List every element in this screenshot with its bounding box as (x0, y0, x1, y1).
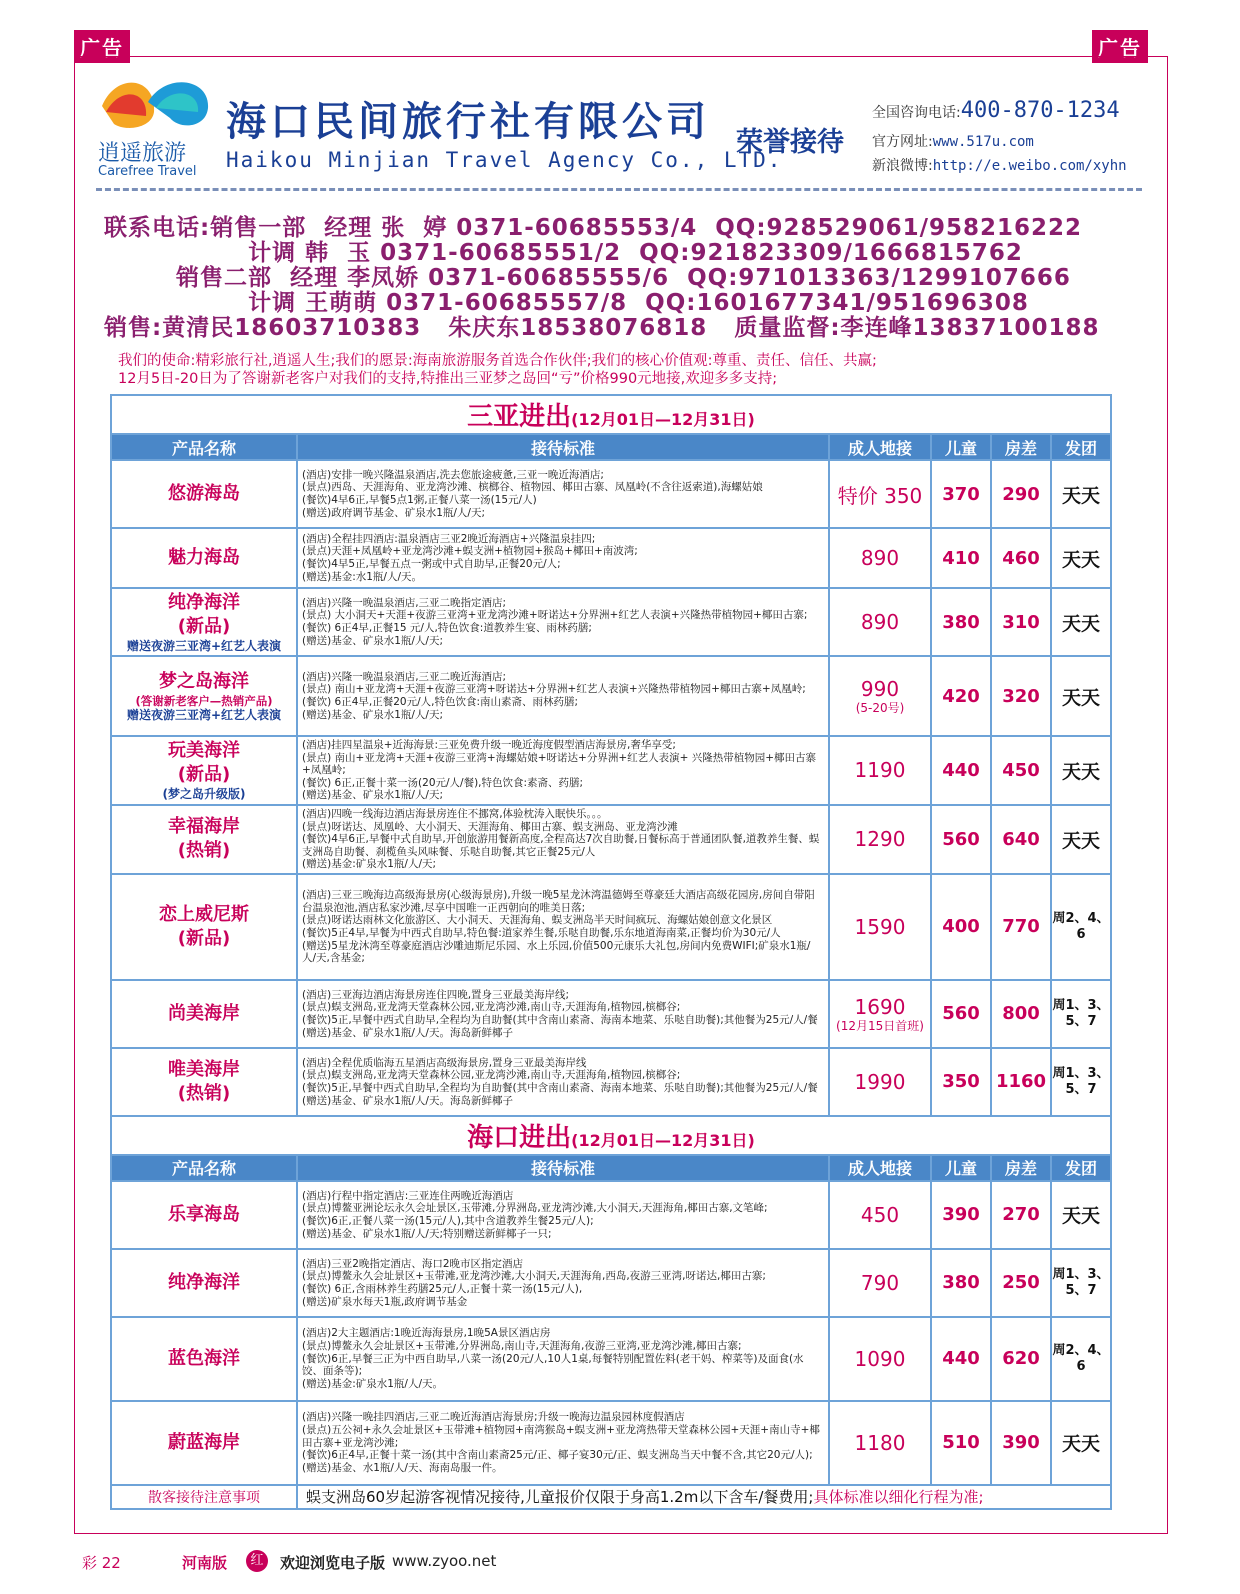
departure-days: 周1、3、5、7 (1051, 980, 1111, 1048)
standard-line: (酒店)安排一晚兴隆温泉酒店,洗去您旅途疲惫,三亚一晚近海酒店; (302, 468, 604, 481)
standard-line: (赠送)5星龙沐湾至尊豪庭酒店沙雕迪斯尼乐园、水上乐园,价值500元康乐大礼包,房间内免费WIFI;矿泉水1瓶/人/天,含基金; (302, 939, 811, 965)
child-price: 380 (931, 1249, 991, 1317)
contact-line: 联系电话:销售一部 经理 张 婷 0371-60685553/4 QQ:928529061/958216222 (104, 215, 1083, 241)
ad-label-left: 广告 (74, 30, 130, 63)
standard-line: (酒店)全程优质临海五星酒店高级海景房,置身三亚最美海岸线 (302, 1056, 587, 1069)
product-name-cell (111, 874, 297, 980)
notice-highlight: 具体标准以细化行程为准; (813, 1488, 984, 1507)
browse-label: 欢迎浏览电子版 (280, 1554, 386, 1572)
contact-line: 计调 王萌萌 0371-60685557/8 QQ:1601677341/951696308 (104, 290, 1029, 316)
standard-line: (赠送)政府调节基金、矿泉水1瓶/人/天; (302, 506, 485, 519)
standard-line: (酒店)2大主题酒店:1晚近海海景房,1晚5A景区酒店房 (302, 1327, 551, 1340)
contact-line: 计调 韩 玉 0371-60685551/2 QQ:921823309/1666815762 (104, 240, 1023, 266)
price-note: (12月15日首班) (836, 1018, 924, 1033)
child-price: 410 (931, 528, 991, 588)
notice-label: 散客接待注意事项 (111, 1485, 297, 1509)
product-tag: (热销) (177, 840, 231, 862)
standard-line: (酒店)三亚海边酒店海景房连住四晚,置身三亚最美海岸线; (302, 988, 570, 1001)
child-price: 380 (931, 588, 991, 656)
product-name-cell (111, 1048, 297, 1116)
child-price: 440 (931, 736, 991, 805)
product-name-cell (111, 980, 297, 1048)
standard-line: (赠送)基金:水1瓶/人/天。 (302, 570, 422, 583)
hotline-number: 400-870-1234 (960, 98, 1120, 123)
standard-line: (赠送)基金、矿泉水1瓶/人/天; (302, 789, 443, 802)
child-price: 420 (931, 656, 991, 736)
page-number: 彩 22 (82, 1554, 121, 1572)
table-row (111, 588, 1111, 656)
route-table (110, 394, 1112, 1510)
standard-line: (酒店)兴隆一晚挂四酒店,三亚二晚近海酒店海景房;升级一晚海边温泉园林度假酒店 (302, 1411, 685, 1424)
standard-line: (赠送)基金、矿泉水1瓶/人/天;特别赠送新鲜椰子一只; (302, 1227, 552, 1240)
section-header (111, 395, 1111, 434)
notice-text-cell (297, 1485, 1111, 1509)
reception-standard-cell (297, 1401, 829, 1485)
standard-line: (景点)呀诺达雨林文化旅游区、大小洞天、天涯海角、蜈支洲岛半天时间疯玩、海螺姑娘创意文化景区 (302, 914, 773, 927)
product-name: 唯美海岸 (168, 1058, 240, 1080)
company-name-cn: 海口民间旅行社有限公司 (226, 99, 710, 145)
column-header-dep: 发团 (1051, 434, 1111, 460)
logo-text-cn: 逍遥旅游 (98, 141, 187, 166)
table-row (111, 1048, 1111, 1116)
reception-standard-cell (297, 656, 829, 736)
adult-price-cell (829, 1181, 931, 1249)
notice-text: 蜈支洲岛60岁起游客视情况接待,儿童报价仅限于身高1.2m以下含车/餐费用; (306, 1488, 814, 1507)
adult-price-cell (829, 980, 931, 1048)
company-name-en: Haikou Minjian Travel Agency Co., LTD. (226, 148, 783, 172)
column-header-adult: 成人地接 (829, 434, 931, 460)
product-tag: (新品) (177, 927, 231, 949)
standard-line: (餐饮)5正4早,早餐为中西式自助早,特色餐:道家养生餐,乐哒自助餐,乐东地道海南菜,正餐均价为30元/人 (302, 926, 781, 939)
child-price: 510 (931, 1401, 991, 1485)
product-name-cell (111, 1401, 297, 1485)
product-name-cell (111, 736, 297, 805)
standard-line: (赠送)基金:矿泉水1瓶/人/天; (302, 858, 437, 871)
reception-standard-cell (297, 874, 829, 980)
room-difference: 250 (991, 1249, 1051, 1317)
standard-line: (酒店)行程中指定酒店:三亚连住两晚近海酒店 (302, 1189, 514, 1202)
standard-line: (景点)五公祠+永久会址景区+玉带滩+植物园+南湾猴岛+蜈支洲+亚龙湾热带天堂森林公园+天涯+南山寺+椰田古寨+亚龙湾沙滩; (302, 1424, 820, 1449)
product-name-cell (111, 460, 297, 528)
child-price: 390 (931, 1181, 991, 1249)
column-header-name: 产品名称 (111, 1155, 297, 1181)
standard-line: (景点)呀诺达、凤凰岭、大小洞天、天涯海角、椰田古寨、蜈支洲岛、亚龙湾沙滩 (302, 820, 678, 833)
room-difference: 800 (991, 980, 1051, 1048)
departure-days: 周2、4、6 (1051, 874, 1111, 980)
child-price: 560 (931, 805, 991, 874)
ad-label-right: 广告 (1092, 30, 1148, 63)
standard-line: (餐饮) 6正,含雨林养生药膳25元/人,正餐十菜一汤(15元/人), (302, 1282, 583, 1295)
product-name: 幸福海岸 (168, 816, 240, 838)
child-price: 370 (931, 460, 991, 528)
adult-price: 1690 (854, 994, 906, 1019)
column-header-std: 接待标准 (297, 1155, 829, 1181)
adult-price-cell (829, 1249, 931, 1317)
room-difference: 450 (991, 736, 1051, 805)
standard-line: (景点) 南山+亚龙湾+天涯+夜游三亚湾+海螺姑娘+呀诺达+分界洲+红艺人表演+ 兴隆热带植物园+椰田古寨+凤凰岭; (302, 751, 817, 777)
product-name-cell (111, 588, 297, 656)
table-row (111, 874, 1111, 980)
reception-standard-cell (297, 1181, 829, 1249)
standard-line: (景点) 大小洞天+天涯+夜游三亚湾+亚龙湾沙滩+呀诺达+分界洲+红艺人表演+兴隆热带植物园+椰田古寨; (302, 609, 808, 622)
section-title: 三亚进出 (467, 402, 572, 432)
weibo: 新浪微博:http://e.weibo.com/xyhn (872, 158, 1127, 174)
product-name-cell (111, 1317, 297, 1401)
standard-line: (景点)天涯+凤凰岭+亚龙湾沙滩+蜈支洲+植物园+猴岛+椰田+南波湾; (302, 545, 638, 558)
header-divider (96, 188, 1142, 191)
reception-standard-cell (297, 460, 829, 528)
standard-line: (酒店)三亚三晚海边高级海景房(心级海景房),升级一晚5星龙沐湾温德姆至尊豪廷大酒店高级花园房,房间自带阳台温泉泡池,酒店私家沙滩,尽享中国唯一正西朝向的唯美日落; (302, 889, 815, 914)
standard-line: (景点)博鳌亚洲论坛永久会址景区,玉带滩,分界洲岛,亚龙湾沙滩,大小洞天,天涯海角,椰田古寨,文笔峰; (302, 1202, 768, 1215)
child-price: 350 (931, 1048, 991, 1116)
column-header-row (111, 434, 1111, 460)
standard-line: (餐饮)6正,早餐三正为中西自助早,八菜一汤(20元/人,10人1桌,每餐特别配置佐料(老干妈、榨菜等)及面食(水饺、面条等); (302, 1352, 804, 1378)
table-row (111, 805, 1111, 874)
column-header-room: 房差 (991, 434, 1051, 460)
adult-price-cell (829, 528, 931, 588)
product-name: 乐享海岛 (168, 1203, 240, 1225)
adult-price-cell (829, 1401, 931, 1485)
adult-price: 890 (860, 610, 900, 634)
table-row (111, 736, 1111, 805)
standard-line: (景点)蜈支洲岛,亚龙湾天堂森林公园,亚龙湾沙滩,南山寺,天涯海角,植物园,槟榔谷; (302, 1069, 681, 1082)
departure-days: 天天 (1051, 528, 1111, 588)
standard-line: (餐饮)4早6正,早餐中式自助早,开创旅游用餐新高度,全程高达7次自助餐,日餐标高于普通团队餐,道教养生餐、蜈支洲岛自助餐、刹榄鱼头风味餐、乐哒自助餐,其它正餐25元/人 (302, 833, 820, 858)
departure-days: 天天 (1051, 588, 1111, 656)
reception-standard-cell (297, 805, 829, 874)
website: 官方网址:www.517u.com (872, 134, 1034, 150)
room-difference: 1160 (991, 1048, 1051, 1116)
product-name-cell (111, 805, 297, 874)
product-name: 蔚蓝海岸 (168, 1431, 240, 1453)
standard-line: (酒店)四晚一线海边酒店海景房连住不挪窝,体验枕涛入眠快乐。。。 (302, 807, 608, 820)
standard-line: (酒店)挂四星温泉+近海海景:三亚免费升级一晚近海度假型酒店海景房,奢华享受; (302, 739, 676, 751)
section-date: (12月01日—12月31日) (571, 1130, 755, 1150)
adult-price: 990 (860, 677, 900, 701)
mission-line: 12月5日-20日为了答谢新老客户对我们的支持,特推出三亚梦之岛回“亏”价格990元地接,欢迎多多支持; (118, 371, 778, 387)
adult-price-cell (829, 874, 931, 980)
reception-standard-cell (297, 1249, 829, 1317)
reception-standard-cell (297, 1317, 829, 1401)
column-header-row (111, 1155, 1111, 1181)
adult-price: 1990 (854, 1069, 906, 1094)
room-difference: 310 (991, 588, 1051, 656)
reception-standard-cell (297, 1048, 829, 1116)
standard-line: (餐饮)6正4早,正餐十菜一汤(其中含南山素斋25元/正、椰子宴30元/正、蜈支洲岛当天中餐不含,其它20元/人); (302, 1449, 813, 1462)
mission-line: 我们的使命:精彩旅行社,逍遥人生;我们的愿景:海南旅游服务首选合作伙伴;我们的核心价值观:尊重、责任、信任、共赢; (118, 353, 877, 369)
reception-standard-cell (297, 980, 829, 1048)
column-header-std: 接待标准 (297, 434, 829, 460)
table-row (111, 1249, 1111, 1317)
product-tag: (热销) (177, 1082, 231, 1104)
product-name-cell (111, 528, 297, 588)
standard-line: (景点)博鳌永久会址景区+玉带滩,分界洲岛,南山寺,天涯海角,夜游三亚湾,亚龙湾沙滩,椰田古寨; (302, 1340, 742, 1353)
edition-label: 河南版 (182, 1554, 228, 1572)
standard-line: (酒店)兴隆一晚温泉酒店,三亚二晚指定酒店; (302, 596, 507, 609)
adult-price-cell (829, 460, 931, 528)
product-note: (答谢新老客户—热销产品) (135, 693, 273, 708)
product-tag: (新品) (177, 763, 231, 785)
standard-line: (餐饮)5正,早餐中西式自助早,全程均为自助餐(其中含南山素斋、海南本地菜、乐哒自助餐);其他餐为25元/人/餐 (302, 1013, 818, 1026)
product-name-cell (111, 1249, 297, 1317)
standard-line: (赠送)基金、矿泉水1瓶/人/天。海岛新鲜椰子 (302, 1026, 513, 1039)
section-header (111, 1116, 1111, 1155)
standard-line: (景点)西岛、天涯海角、亚龙湾沙滩、槟榔谷、植物园、椰田古寨、凤凰岭(不含往返索道),海螺姑娘 (302, 481, 763, 494)
adult-price: 1290 (854, 827, 906, 852)
departure-days: 周1、3、5、7 (1051, 1048, 1111, 1116)
departure-days: 天天 (1051, 1181, 1111, 1249)
contact-line: 销售二部 经理 李凤娇 0371-60685555/6 QQ:971013363/1299107666 (104, 265, 1071, 291)
departure-days: 天天 (1051, 460, 1111, 528)
standard-line: (赠送)基金、矿泉水1瓶/人/天; (302, 634, 443, 647)
standard-line: (赠送)基金:矿泉水1瓶/人/天。 (302, 1377, 443, 1390)
adult-price-cell (829, 1317, 931, 1401)
section-date: (12月01日—12月31日) (571, 410, 755, 429)
product-tag: (新品) (177, 615, 231, 637)
room-difference: 640 (991, 805, 1051, 874)
website-url[interactable]: www.517u.com (932, 134, 1034, 150)
product-name: 纯净海洋 (168, 591, 240, 613)
table-row (111, 460, 1111, 528)
table-row (111, 1401, 1111, 1485)
adult-price: 1590 (854, 914, 906, 939)
child-price: 400 (931, 874, 991, 980)
room-difference: 460 (991, 528, 1051, 588)
adult-price: 1180 (854, 1430, 906, 1455)
price-note: (5-20号) (855, 701, 905, 715)
reception-standard-cell (297, 736, 829, 805)
section-title: 海口进出 (467, 1122, 572, 1153)
standard-line: (餐饮) 6正4早,正餐15 元/人,特色饮食:道教养生宴、雨林药膳; (302, 622, 592, 634)
adult-price: 450 (860, 1202, 900, 1227)
child-price: 440 (931, 1317, 991, 1401)
room-difference: 620 (991, 1317, 1051, 1401)
standard-line: (赠送)基金、水1瓶/人/天、海南岛服一件。 (302, 1461, 503, 1474)
departure-days: 天天 (1051, 736, 1111, 805)
product-name: 蓝色海洋 (168, 1347, 240, 1369)
product-name: 玩美海洋 (168, 739, 240, 761)
honor-text: 荣誉接待 (736, 127, 844, 158)
reception-standard-cell (297, 528, 829, 588)
standard-line: (景点) 南山+亚龙湾+天涯+夜游三亚湾+呀诺达+分界洲+红艺人表演+兴隆热带植物园+椰田古寨+凤凰岭; (302, 683, 806, 696)
standard-line: (景点)博鳌永久会址景区+玉带滩,亚龙湾沙滩,大小洞天,天涯海角,西岛,夜游三亚湾,呀诺达,椰田古寨; (302, 1270, 766, 1283)
notice-row (111, 1485, 1111, 1509)
table-row (111, 528, 1111, 588)
standard-line: (酒店)兴隆一晚温泉酒店,三亚二晚近海酒店; (302, 670, 507, 683)
room-difference: 290 (991, 460, 1051, 528)
contact-line: 销售:黄清民18603710383 朱庆东18538076818 质量监督:李连峰13837100188 (104, 315, 1100, 341)
standard-line: (赠送)基金、矿泉水1瓶/人/天。海岛新鲜椰子 (302, 1094, 513, 1107)
product-name: 魅力海岛 (168, 547, 240, 568)
product-note: 赠送夜游三亚湾+红艺人表演 (126, 638, 282, 653)
adult-price: 特价 350 (837, 483, 923, 508)
column-header-child: 儿童 (931, 1155, 991, 1181)
adult-price: 1090 (854, 1346, 906, 1371)
table-row (111, 1317, 1111, 1401)
room-difference: 770 (991, 874, 1051, 980)
adult-price-cell (829, 1048, 931, 1116)
departure-days: 天天 (1051, 805, 1111, 874)
product-name: 尚美海岸 (168, 1002, 240, 1024)
product-name: 梦之岛海洋 (159, 670, 249, 692)
column-header-child: 儿童 (931, 434, 991, 460)
child-price: 560 (931, 980, 991, 1048)
section-title-cell (111, 395, 1111, 434)
room-difference: 270 (991, 1181, 1051, 1249)
standard-line: (餐饮) 6正,正餐十菜一汤(20元/人/餐),特色饮食:素斋、药膳; (302, 776, 584, 789)
column-header-dep: 发团 (1051, 1155, 1111, 1181)
edition-badge-icon: 红 (246, 1550, 268, 1572)
standard-line: (景点)蜈支洲岛,亚龙湾天堂森林公园,亚龙湾沙滩,南山寺,天涯海角,植物园,槟榔谷; (302, 1001, 681, 1014)
reception-standard-cell (297, 588, 829, 656)
room-difference: 390 (991, 1401, 1051, 1485)
product-name: 悠游海岛 (168, 483, 240, 504)
adult-price: 890 (860, 546, 900, 570)
departure-days: 天天 (1051, 656, 1111, 736)
column-header-room: 房差 (991, 1155, 1051, 1181)
standard-line: (餐饮)5正,早餐中西式自助早,全程均为自助餐(其中含南山素斋、海南本地菜、乐哒自助餐);其他餐为25元/人/餐 (302, 1081, 818, 1094)
table-row (111, 656, 1111, 736)
product-name-cell (111, 656, 297, 736)
departure-days: 周1、3、5、7 (1051, 1249, 1111, 1317)
product-name: 纯净海洋 (168, 1271, 240, 1293)
standard-line: (餐饮)4早5正,早餐五点一粥或中式自助早,正餐20元/人; (302, 558, 561, 570)
product-note: (梦之岛升级版) (162, 786, 246, 801)
logo-text-en: Carefree Travel (98, 164, 197, 179)
adult-price-cell (829, 736, 931, 805)
adult-price-cell (829, 588, 931, 656)
product-name-cell (111, 1181, 297, 1249)
table-row (111, 980, 1111, 1048)
departure-days: 天天 (1051, 1401, 1111, 1485)
section-title-cell (111, 1116, 1111, 1155)
room-difference: 320 (991, 656, 1051, 736)
product-name: 恋上威尼斯 (159, 903, 249, 925)
adult-price-cell (829, 656, 931, 736)
standard-line: (赠送)基金、矿泉水1瓶/人/天; (302, 708, 443, 721)
hotline: 全国咨询电话:400-870-1234 (872, 98, 1120, 123)
adult-price-cell (829, 805, 931, 874)
standard-line: (赠送)矿泉水每天1瓶,政府调节基金 (302, 1295, 468, 1308)
adult-price: 1190 (854, 758, 906, 783)
standard-line: (餐饮)6正,正餐八菜一汤(15元/人),其中含道教养生餐25元/人); (302, 1214, 594, 1227)
column-header-name: 产品名称 (111, 434, 297, 460)
standard-line: (餐饮)4早6正,早餐5点1粥,正餐八菜一汤(15元/人) (302, 494, 537, 506)
standard-line: (酒店)全程挂四酒店:温泉酒店三亚2晚近海酒店+兴隆温泉挂四; (302, 532, 596, 545)
table-row (111, 1181, 1111, 1249)
product-note: 赠送夜游三亚湾+红艺人表演 (126, 707, 282, 722)
site-url[interactable]: www.zyoo.net (392, 1552, 497, 1570)
weibo-url[interactable]: http://e.weibo.com/xyhn (932, 158, 1127, 174)
standard-line: (酒店)三亚2晚指定酒店、海口2晚市区指定酒店 (302, 1257, 524, 1270)
departure-days: 周2、4、6 (1051, 1317, 1111, 1401)
standard-line: (餐饮) 6正4早,正餐20元/人,特色饮食:南山素斋、雨林药膳; (302, 696, 579, 708)
adult-price: 790 (860, 1270, 900, 1295)
column-header-adult: 成人地接 (829, 1155, 931, 1181)
